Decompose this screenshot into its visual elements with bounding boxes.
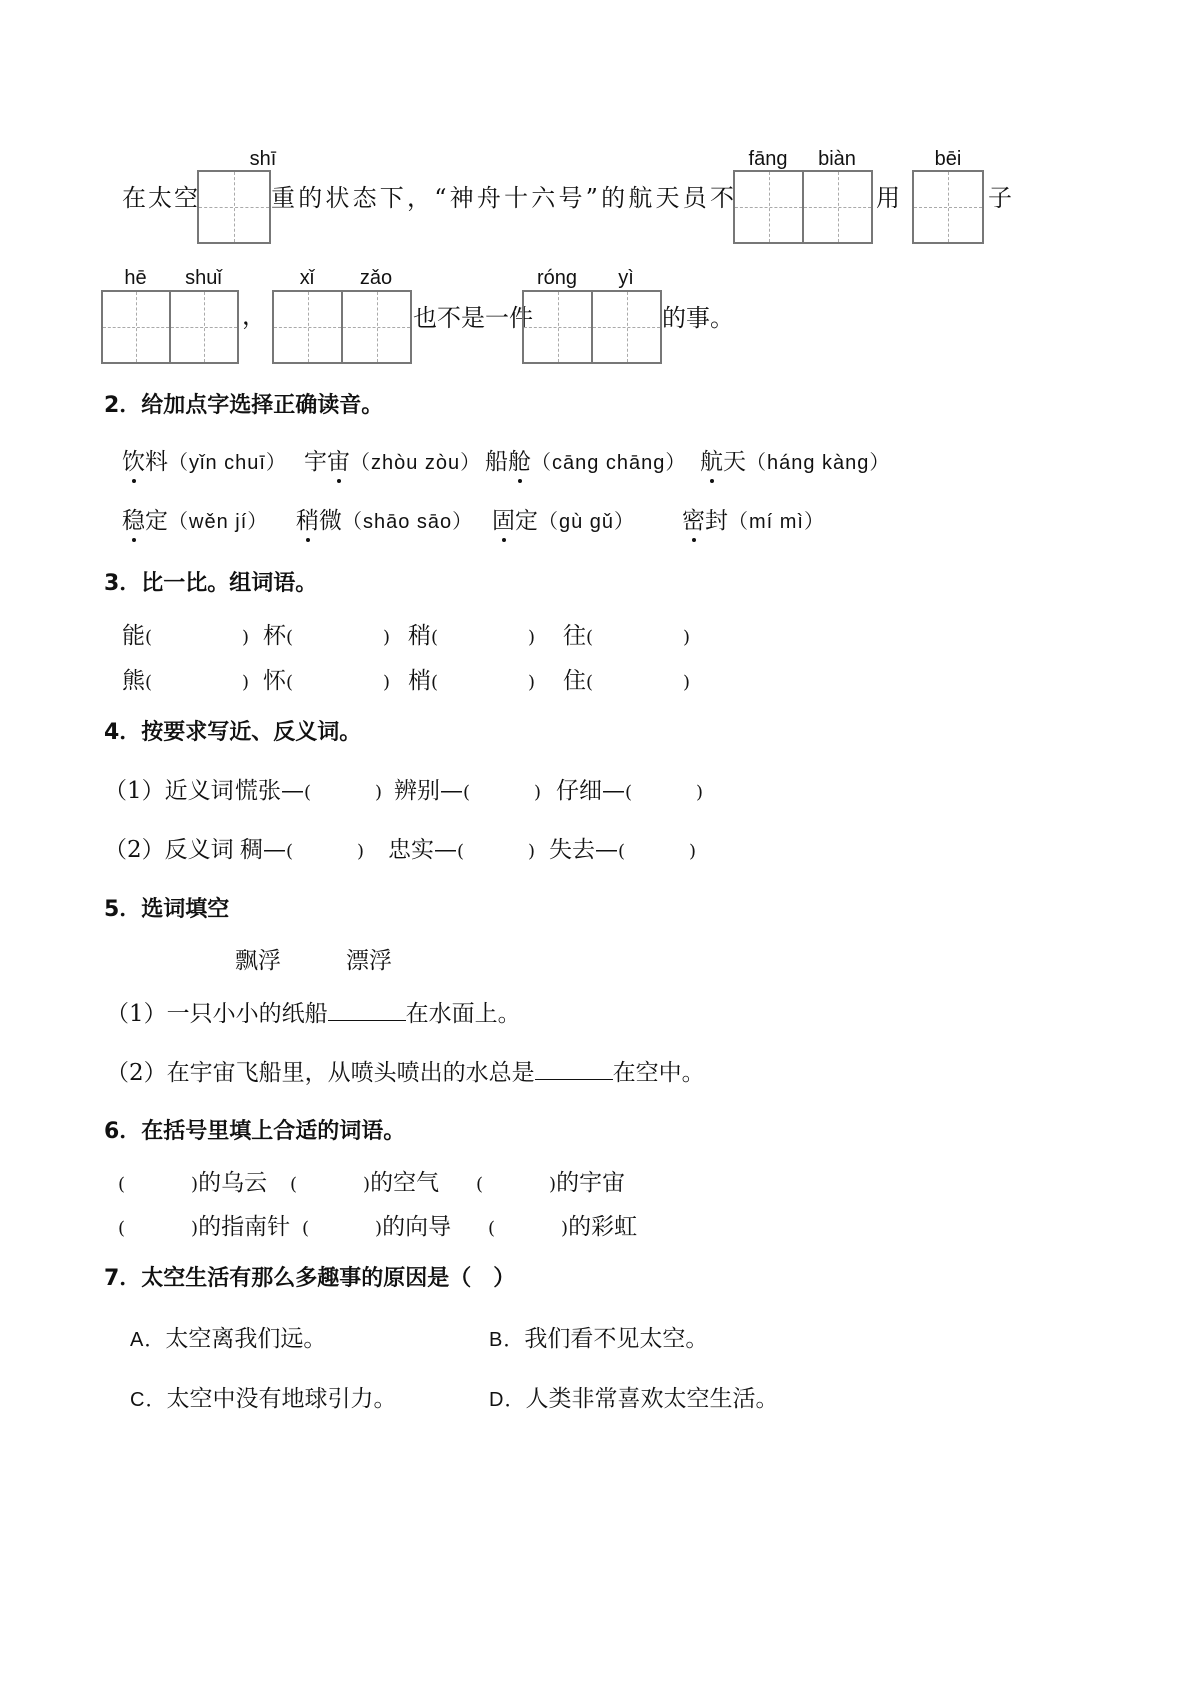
question-heading: 3．比一比。组词语。: [104, 571, 318, 596]
option-text: 太空离我们远。: [165, 1326, 327, 1352]
writing-grid[interactable]: [802, 170, 873, 244]
pronunciation-item: [122, 502, 268, 535]
word-char: 封: [705, 508, 728, 534]
dotted-char: 航: [700, 443, 723, 476]
answer-blank[interactable]: [535, 1059, 613, 1080]
pronunciation-item: [700, 443, 890, 476]
pronunciation-item: [485, 443, 686, 476]
open-paren: (: [290, 1174, 298, 1195]
dotted-char: 密: [682, 502, 705, 535]
option-b[interactable]: [489, 1320, 708, 1353]
dotted-char: 舱: [508, 443, 531, 476]
writing-grid[interactable]: [169, 290, 239, 364]
prompt-word: 往: [563, 623, 586, 649]
close-paren: ): [689, 841, 697, 862]
question-heading: 5．选词填空: [104, 897, 230, 922]
prompt-word: 怀: [263, 668, 286, 694]
word-char: 天: [723, 449, 746, 475]
open-paren: (: [457, 841, 465, 862]
prompt-word: 住: [563, 668, 586, 694]
close-paren: ): [242, 672, 250, 693]
phrase-text: 的指南针: [198, 1214, 291, 1240]
close-paren: ): [383, 627, 391, 648]
word-compare-item: [563, 662, 690, 695]
pair-item: [549, 831, 696, 864]
close-paren: ): [191, 1218, 199, 1239]
open-paren: (: [625, 782, 633, 803]
close-paren: ): [683, 672, 691, 693]
pinyin-choices[interactable]: （mí mì）: [728, 511, 825, 533]
sentence-text: 的事。: [662, 304, 734, 332]
prompt-word: 辨别—: [394, 778, 463, 804]
phrase-text: 的乌云: [198, 1170, 268, 1196]
open-paren: (: [488, 1218, 496, 1239]
sentence-text: （2）在宇宙飞船里，从喷头喷出的水总是: [106, 1060, 535, 1086]
pronunciation-item: [682, 502, 825, 535]
open-paren: (: [286, 627, 294, 648]
pinyin-choices[interactable]: （cāng chāng）: [531, 452, 687, 474]
writing-grid[interactable]: [197, 170, 271, 244]
phrase-item: [302, 1208, 451, 1241]
pinyin-choices[interactable]: （yǐn chuī）: [168, 452, 287, 474]
pinyin-label: fāng: [748, 148, 788, 170]
word-char: 宇: [304, 449, 327, 475]
phrase-text: 的宇宙: [556, 1170, 626, 1196]
pair-item: [556, 772, 703, 805]
open-paren: (: [586, 627, 594, 648]
fill-sentence: [106, 995, 521, 1028]
row-label: （1）近义词: [104, 778, 234, 804]
word-char: 定: [145, 508, 168, 534]
open-paren: (: [476, 1174, 484, 1195]
option-text: 我们看不见太空。: [524, 1326, 709, 1352]
close-paren: ): [561, 1218, 569, 1239]
phrase-item: [488, 1208, 637, 1241]
pair-item: [240, 831, 364, 864]
word-compare-item: [122, 662, 249, 695]
pinyin-choices[interactable]: （wěn jí）: [168, 511, 269, 533]
word-char: 微: [319, 508, 342, 534]
question-heading: 6．在括号里填上合适的词语。: [104, 1119, 406, 1144]
question-heading: 4．按要求写近、反义词。: [104, 720, 362, 745]
writing-grid[interactable]: [591, 290, 662, 364]
close-paren: ): [683, 627, 691, 648]
open-paren: (: [431, 672, 439, 693]
pinyin-label: yì: [618, 267, 634, 289]
word-char: 料: [145, 449, 168, 475]
prompt-word: 能: [122, 623, 145, 649]
pinyin-label: bēi: [934, 148, 962, 170]
dotted-char: 饮: [122, 443, 145, 476]
prompt-word: 杯: [263, 623, 286, 649]
pinyin-label: hē: [124, 267, 147, 289]
pinyin-label: shuǐ: [185, 267, 222, 289]
prompt-word: 稠—: [240, 837, 286, 863]
close-paren: ): [191, 1174, 199, 1195]
option-letter: D．: [489, 1389, 526, 1411]
prompt-word: 失去—: [549, 837, 618, 863]
option-letter: A．: [130, 1329, 166, 1351]
prompt-word: 仔细—: [556, 778, 625, 804]
option-text: 人类非常喜欢太空生活。: [525, 1386, 779, 1412]
prompt-word: 熊: [122, 668, 145, 694]
sentence-text: 在空中。: [612, 1060, 705, 1086]
close-paren: ): [528, 672, 536, 693]
pinyin-label: shī: [249, 148, 277, 170]
writing-grid[interactable]: [272, 290, 343, 364]
option-d[interactable]: [489, 1380, 778, 1413]
sentence-text: 也不是一件: [413, 304, 533, 332]
option-letter: C．: [130, 1389, 167, 1411]
row-label: （2）反义词: [104, 837, 234, 863]
dotted-char: 稳: [122, 502, 145, 535]
phrase-text: 的向导: [382, 1214, 452, 1240]
writing-grid[interactable]: [101, 290, 171, 364]
close-paren: ): [534, 782, 542, 803]
close-paren: ): [528, 841, 536, 862]
close-paren: ): [375, 782, 383, 803]
word-option: 飘浮: [235, 948, 281, 974]
phrase-item: [476, 1164, 625, 1197]
open-paren: (: [463, 782, 471, 803]
word-compare-item: [408, 662, 535, 695]
close-paren: ): [549, 1174, 557, 1195]
open-paren: (: [145, 672, 153, 693]
pair-item: [388, 831, 535, 864]
sentence-text: 用: [876, 184, 902, 212]
sentence-text: 在太空: [122, 184, 200, 212]
writing-grid[interactable]: [341, 290, 412, 364]
writing-grid[interactable]: [522, 290, 593, 364]
word-char: 船: [485, 449, 508, 475]
dotted-char: 固: [492, 502, 515, 535]
open-paren: (: [302, 1218, 310, 1239]
sentence-text: 子: [988, 184, 1014, 212]
option-letter: B．: [489, 1329, 525, 1351]
pair-item: [235, 772, 382, 805]
word-compare-item: [408, 617, 535, 650]
writing-grid[interactable]: [733, 170, 804, 244]
close-paren: ): [357, 841, 365, 862]
pinyin-choices[interactable]: （háng kàng）: [746, 452, 891, 474]
phrase-text: 的彩虹: [568, 1214, 638, 1240]
open-paren: (: [586, 672, 594, 693]
close-paren: ): [528, 627, 536, 648]
option-text: 太空中没有地球引力。: [166, 1386, 397, 1412]
option-c[interactable]: [130, 1380, 396, 1413]
open-paren: (: [431, 627, 439, 648]
word-char: 定: [515, 508, 538, 534]
pronunciation-item: [492, 502, 635, 535]
phrase-text: 的空气: [370, 1170, 440, 1196]
pronunciation-item: [304, 443, 481, 476]
phrase-item: [118, 1164, 267, 1197]
open-paren: (: [118, 1174, 126, 1195]
close-paren: ): [696, 782, 704, 803]
phrase-item: [118, 1208, 290, 1241]
pronunciation-item: [122, 443, 287, 476]
pinyin-label: róng: [536, 267, 578, 289]
close-paren: ): [363, 1174, 371, 1195]
prompt-word: 稍: [408, 623, 431, 649]
close-paren: ): [383, 672, 391, 693]
dotted-char: 稍: [296, 502, 319, 535]
option-a[interactable]: [130, 1320, 326, 1353]
pair-item: [394, 772, 541, 805]
word-option: 漂浮: [346, 948, 392, 974]
word-compare-item: [263, 662, 390, 695]
prompt-word: 梢: [408, 668, 431, 694]
pinyin-label: zǎo: [359, 267, 393, 289]
prompt-word: 慌张—: [235, 778, 304, 804]
sentence-text: 重的状态下，“神舟十六号”的航天员不: [271, 184, 738, 212]
pinyin-choices[interactable]: （zhòu zòu）: [350, 452, 482, 474]
open-paren: (: [304, 782, 312, 803]
prompt-word: 忠实—: [388, 837, 457, 863]
writing-grid[interactable]: [912, 170, 984, 244]
open-paren: (: [145, 627, 153, 648]
dotted-char: 宙: [327, 443, 350, 476]
pinyin-label: biàn: [818, 148, 856, 170]
open-paren: (: [618, 841, 626, 862]
answer-blank[interactable]: [328, 1000, 406, 1021]
word-compare-item: [563, 617, 690, 650]
phrase-item: [290, 1164, 439, 1197]
fill-sentence: [106, 1054, 705, 1087]
close-paren: ): [375, 1218, 383, 1239]
sentence-text: （1）一只小小的纸船: [106, 1001, 328, 1027]
open-paren: (: [118, 1218, 126, 1239]
question-heading: 7．太空生活有那么多趣事的原因是（ ）: [104, 1266, 516, 1291]
word-compare-item: [122, 617, 249, 650]
word-compare-item: [263, 617, 390, 650]
open-paren: (: [286, 841, 294, 862]
sentence-text: 在水面上。: [405, 1001, 521, 1027]
pinyin-label: xǐ: [299, 267, 315, 289]
question-heading: 2．给加点字选择正确读音。: [104, 393, 384, 418]
sentence-text: ，: [242, 302, 268, 330]
pinyin-choices[interactable]: （shāo sāo）: [342, 511, 474, 533]
open-paren: (: [286, 672, 294, 693]
pinyin-choices[interactable]: （gù gǔ）: [538, 511, 636, 533]
close-paren: ): [242, 627, 250, 648]
pronunciation-item: [296, 502, 473, 535]
